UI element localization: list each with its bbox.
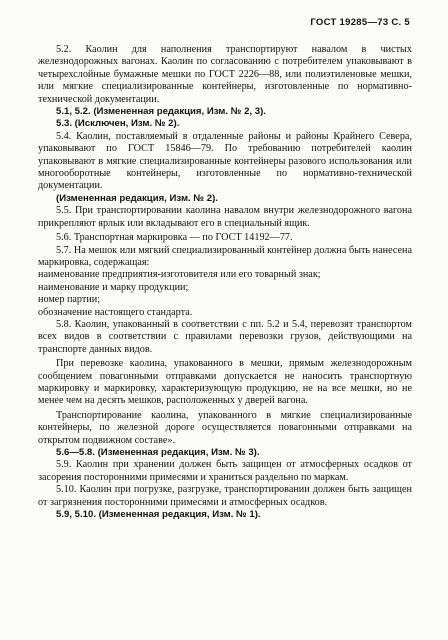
amendment-text: 5.1, 5.2. (Измененная редакция, Изм. № 2, 3).	[56, 106, 266, 118]
marking-item-batch: номер партии;	[38, 294, 101, 306]
paragraph-5-6: 5.6. Транспортная маркировка — по ГОСТ 14192—77.	[56, 232, 293, 244]
paragraph-5-4: 5.4. Каолин, поставляемый в отдаленные районы и районы Крайнего Севера, упаковывают по ГОСТ 15846—79. По требованию потребителей каолин упаковывают в мягкие специализированные контейнеры разового использования или многооборотные контейнеры, изготовленные по нормативно-технической документации.	[38, 130, 412, 192]
amendment-note-5-3	[38, 118, 412, 130]
paragraph-5-8: 5.8. Каолин, упакованный в соответствии с пп. 5.2 и 5.4, перевозят транспортом всех видов в соответствии с правилами перевозки грузов, действующими на транспорте данных видов.	[38, 318, 412, 355]
paragraph-5-8-containers: Транспортирование каолина, упакованного в мягкие специализированные контейнеры, по железной дороге осуществляется повагонными отправками на открытом подвижном составе».	[38, 409, 412, 446]
marking-item-manufacturer: наименование предприятия-изготовителя или его товарный знак;	[38, 269, 321, 281]
paragraph-5-7: 5.7. На мешок или мягкий специализированный контейнер должна быть нанесена маркировка, содержащая:	[38, 244, 412, 268]
page-header: ГОСТ 19285—73 С. 5	[310, 17, 410, 28]
marking-item-standard: обозначение настоящего стандарта.	[38, 306, 193, 318]
amendment-note-5-4	[38, 193, 412, 205]
paragraph-5-8-bags: При перевозке каолина, упакованного в мешки, прямым железнодорожным сообщением повагонными отправками допускается не наносить транспортную маркировку и маркировку, характеризующую продукцию, не на все мешки, но не менее чем на десять мешков, расположенных у дверей вагона.	[38, 358, 412, 407]
document-body	[38, 44, 412, 521]
amendment-text: 5.9, 5.10. (Измененная редакция, Изм. № 1).	[56, 509, 261, 521]
paragraph-5-9: 5.9. Каолин при хранении должен быть защищен от атмосферных осадков от засорения посторонними примесями и храниться раздельно по маркам.	[38, 459, 412, 483]
amendment-text: (Измененная редакция, Изм. № 2).	[56, 192, 218, 204]
paragraph-5-2: 5.2. Каолин для наполнения транспортируют навалом в чистых железнодорожных вагонах. Каолин по согласованию с потребителем упаковывают в четырехслойные бумажные мешки по ГОСТ 2226—88, или полиэтиленовые мешки, или мягкие специализированные контейнеры, изготовленные по нормативно-технической документации.	[38, 44, 412, 105]
paragraph-5-5: 5.5. При транспортировании каолина навалом внутри железнодорожного вагона прикрепляют ярлык или вкладывают его в специальный ящик.	[38, 205, 412, 229]
paragraph-5-10: 5.10. Каолин при погрузке, разгрузке, транспортировании должен быть защищен от загрязнения посторонними примесями и атмосферных осадков.	[38, 484, 412, 508]
amendment-note-5-9-5-10	[38, 509, 412, 521]
marking-item-product: наименование и марку продукции;	[38, 281, 189, 293]
amendment-note-5-1-5-2	[38, 106, 412, 118]
amendment-text: 5.6—5.8. (Измененная редакция, Изм. № 3).	[56, 447, 260, 458]
amendment-note-5-6-5-8	[38, 447, 412, 459]
amendment-text: 5.3. (Исключен, Изм. № 2).	[56, 118, 180, 130]
